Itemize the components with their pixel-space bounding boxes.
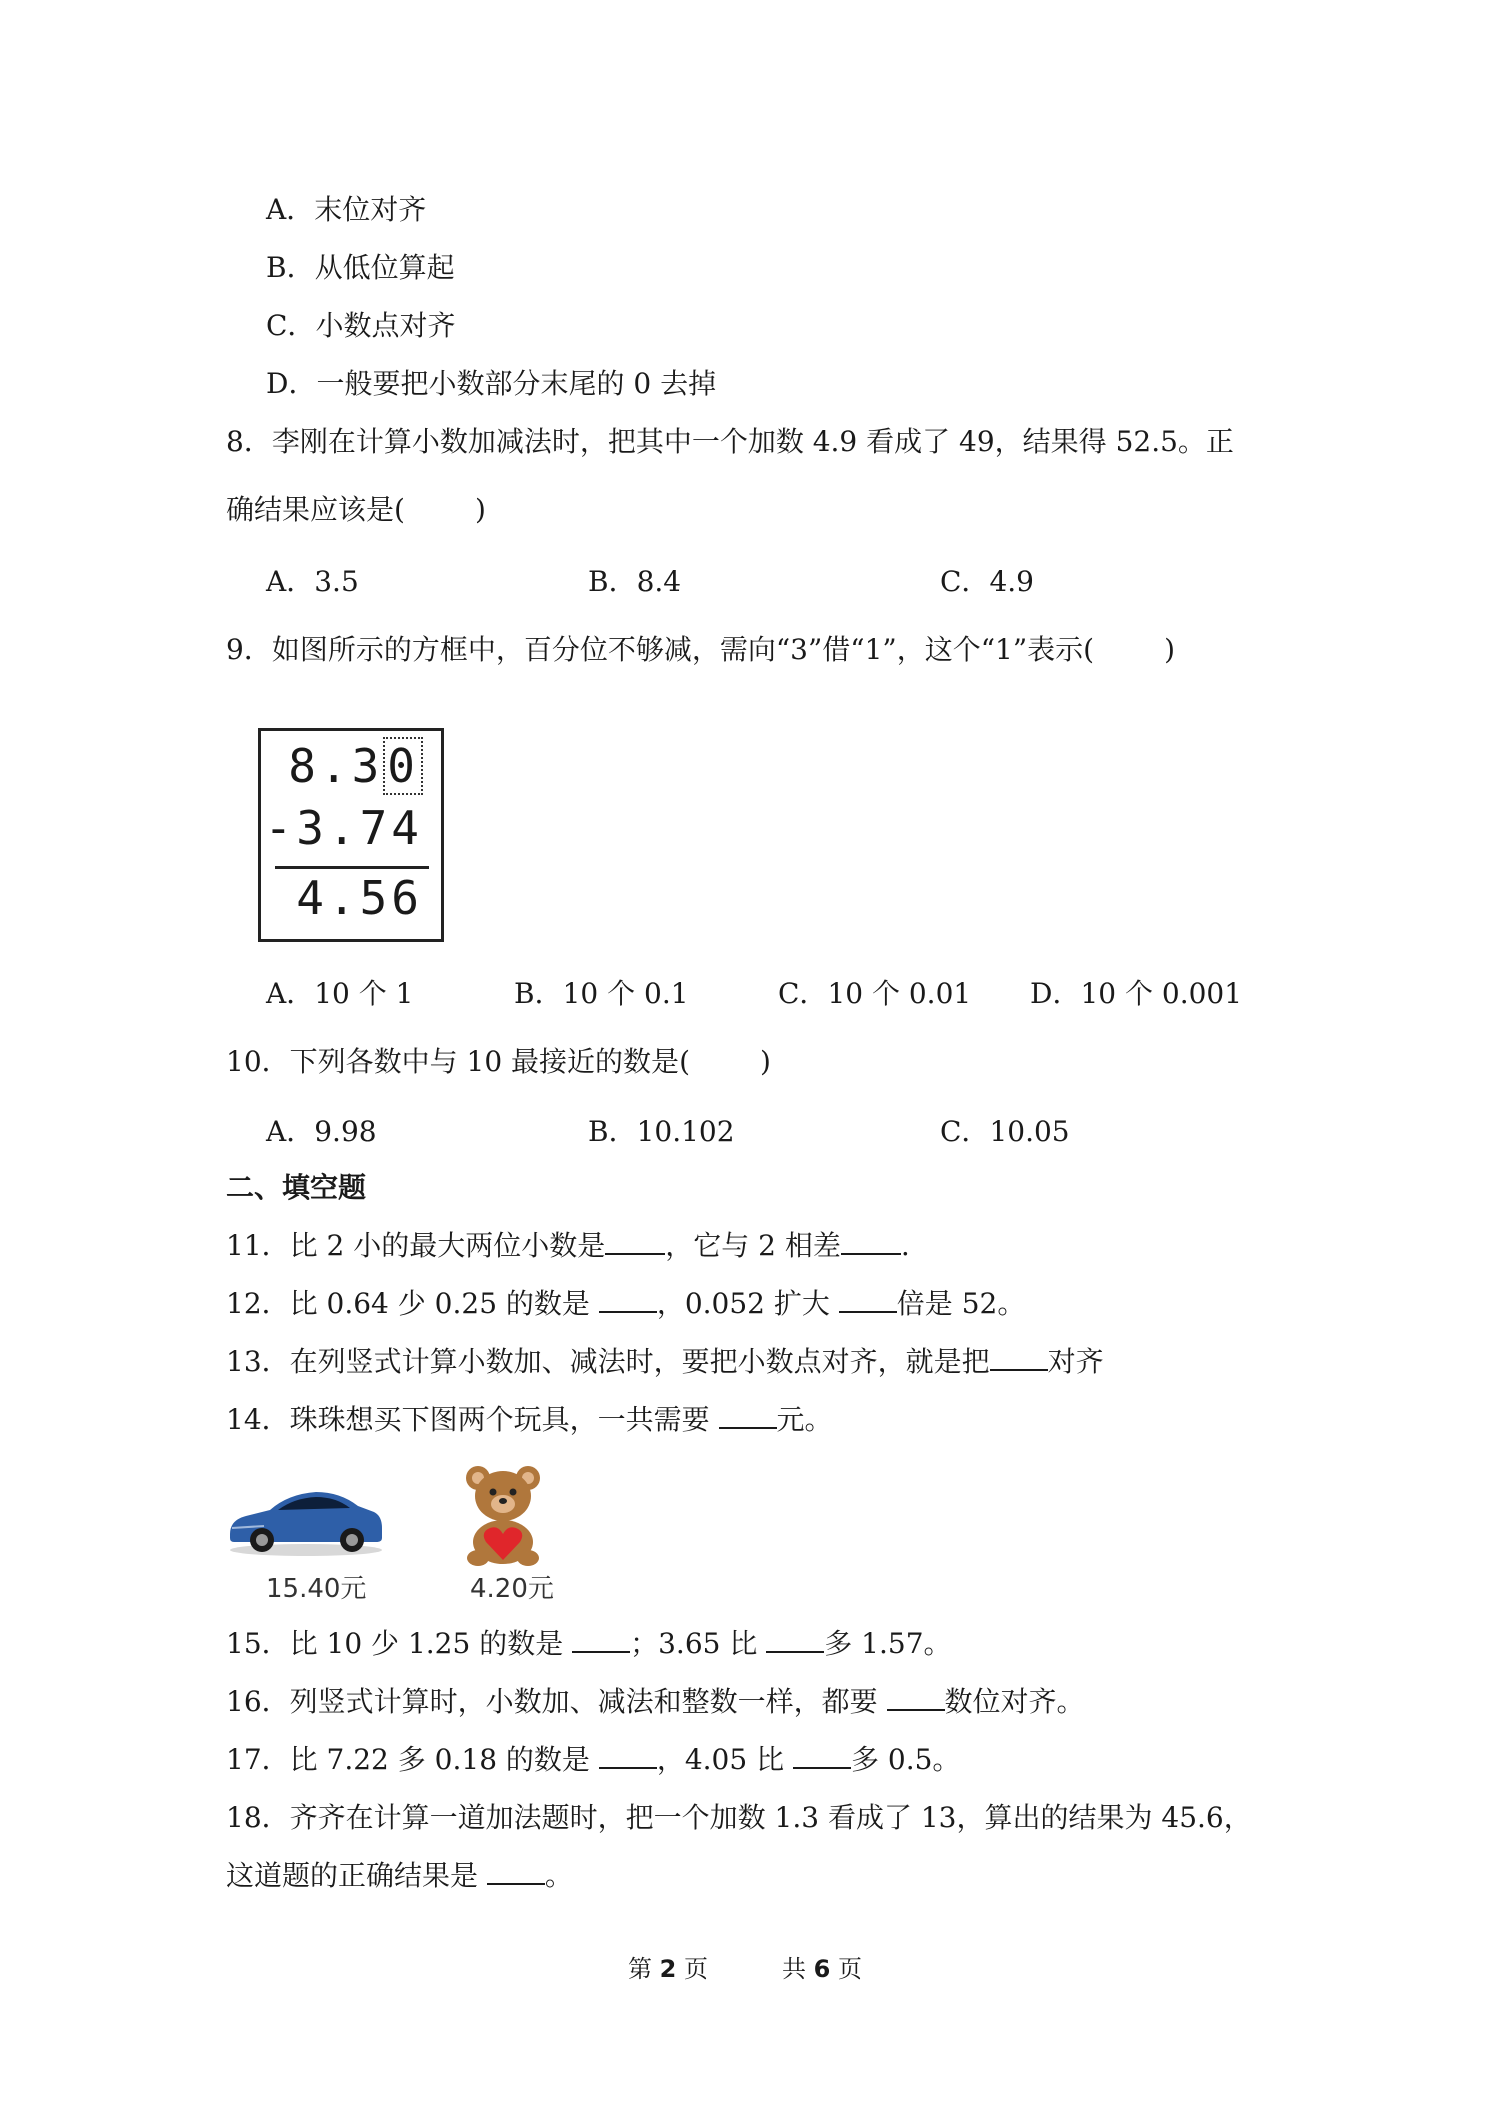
q8-option-c: C．4.9 (940, 565, 1034, 598)
figure-difference: 4.56 (296, 871, 423, 925)
q11-text: 11．比 2 小的最大两位小数是 ，它与 2 相差 . (226, 1229, 910, 1262)
q9-option-b: B．10 个 0.1 (514, 977, 689, 1010)
q9-option-a: A．10 个 1 (266, 977, 414, 1010)
section-heading: 二、填空题 (226, 1171, 367, 1204)
q8-option-a: A．3.5 (266, 565, 359, 598)
q13-text: 13．在列竖式计算小数加、减法时，要把小数点对齐，就是把 对齐 (226, 1345, 1104, 1378)
figure-minuend: 8.30 (288, 739, 423, 793)
q17-text: 17．比 7.22 多 0.18 的数是 ，4.05 比 多 0.5。 (226, 1743, 961, 1776)
q10-option-a: A．9.98 (266, 1115, 377, 1148)
q16-text: 16．列竖式计算时，小数加、减法和整数一样，都要 数位对齐。 (226, 1685, 1085, 1718)
q8-text-line1: 8．李刚在计算小数加减法时，把其中一个加数 4.9 看成了 49，结果得 52.5。正 (226, 425, 1234, 458)
q9-option-c: C．10 个 0.01 (778, 977, 972, 1010)
figure-subtrahend: -3.74 (264, 801, 423, 855)
answer-blank[interactable] (719, 1401, 777, 1429)
q7-option-c: C．小数点对齐 (266, 309, 456, 342)
q7-option-b: B．从低位算起 (266, 251, 455, 284)
answer-blank[interactable] (599, 1285, 657, 1313)
q8-text-line2: 确结果应该是( ) (226, 493, 486, 526)
toy-car-image (224, 1480, 386, 1560)
subtraction-figure (258, 728, 444, 942)
answer-blank[interactable] (990, 1343, 1048, 1371)
q9-text: 9．如图所示的方框中，百分位不够减，需向“3”借“1”，这个“1”表示( ) (226, 633, 1176, 666)
boxed-digit: 0 (383, 737, 423, 795)
figure-rule (275, 866, 429, 869)
q10-text: 10．下列各数中与 10 最接近的数是( ) (226, 1045, 771, 1078)
answer-blank[interactable] (841, 1227, 901, 1255)
q8-option-b: B．8.4 (588, 565, 682, 598)
answer-blank[interactable] (572, 1625, 630, 1653)
teddy-bear-image (462, 1462, 544, 1566)
q18-text-line2: 这道题的正确结果是 。 (226, 1859, 573, 1892)
answer-blank[interactable] (793, 1741, 851, 1769)
answer-blank[interactable] (766, 1625, 824, 1653)
q9-option-d: D．10 个 0.001 (1030, 977, 1243, 1010)
q12-text: 12．比 0.64 少 0.25 的数是 ，0.052 扩大 倍是 52。 (226, 1287, 1026, 1320)
answer-blank[interactable] (887, 1683, 945, 1711)
answer-blank[interactable] (487, 1857, 545, 1885)
bear-price: 4.20元 (470, 1574, 554, 1604)
page-total: 共 6 页 (782, 1955, 862, 1983)
q14-text: 14．珠珠想买下图两个玩具，一共需要 元。 (226, 1403, 833, 1436)
answer-blank[interactable] (839, 1285, 897, 1313)
answer-blank[interactable] (605, 1227, 665, 1255)
q10-option-b: B．10.102 (588, 1115, 735, 1148)
q7-option-d: D．一般要把小数部分末尾的 0 去掉 (266, 367, 717, 400)
q10-option-c: C．10.05 (940, 1115, 1070, 1148)
car-price: 15.40元 (266, 1574, 367, 1604)
answer-blank[interactable] (599, 1741, 657, 1769)
q7-option-a: A．末位对齐 (266, 193, 427, 226)
page-number: 第 2 页 (628, 1955, 708, 1983)
q18-text-line1: 18．齐齐在计算一道加法题时，把一个加数 1.3 看成了 13，算出的结果为 45.6， (226, 1801, 1252, 1834)
q15-text: 15．比 10 少 1.25 的数是 ；3.65 比 多 1.57。 (226, 1627, 952, 1660)
